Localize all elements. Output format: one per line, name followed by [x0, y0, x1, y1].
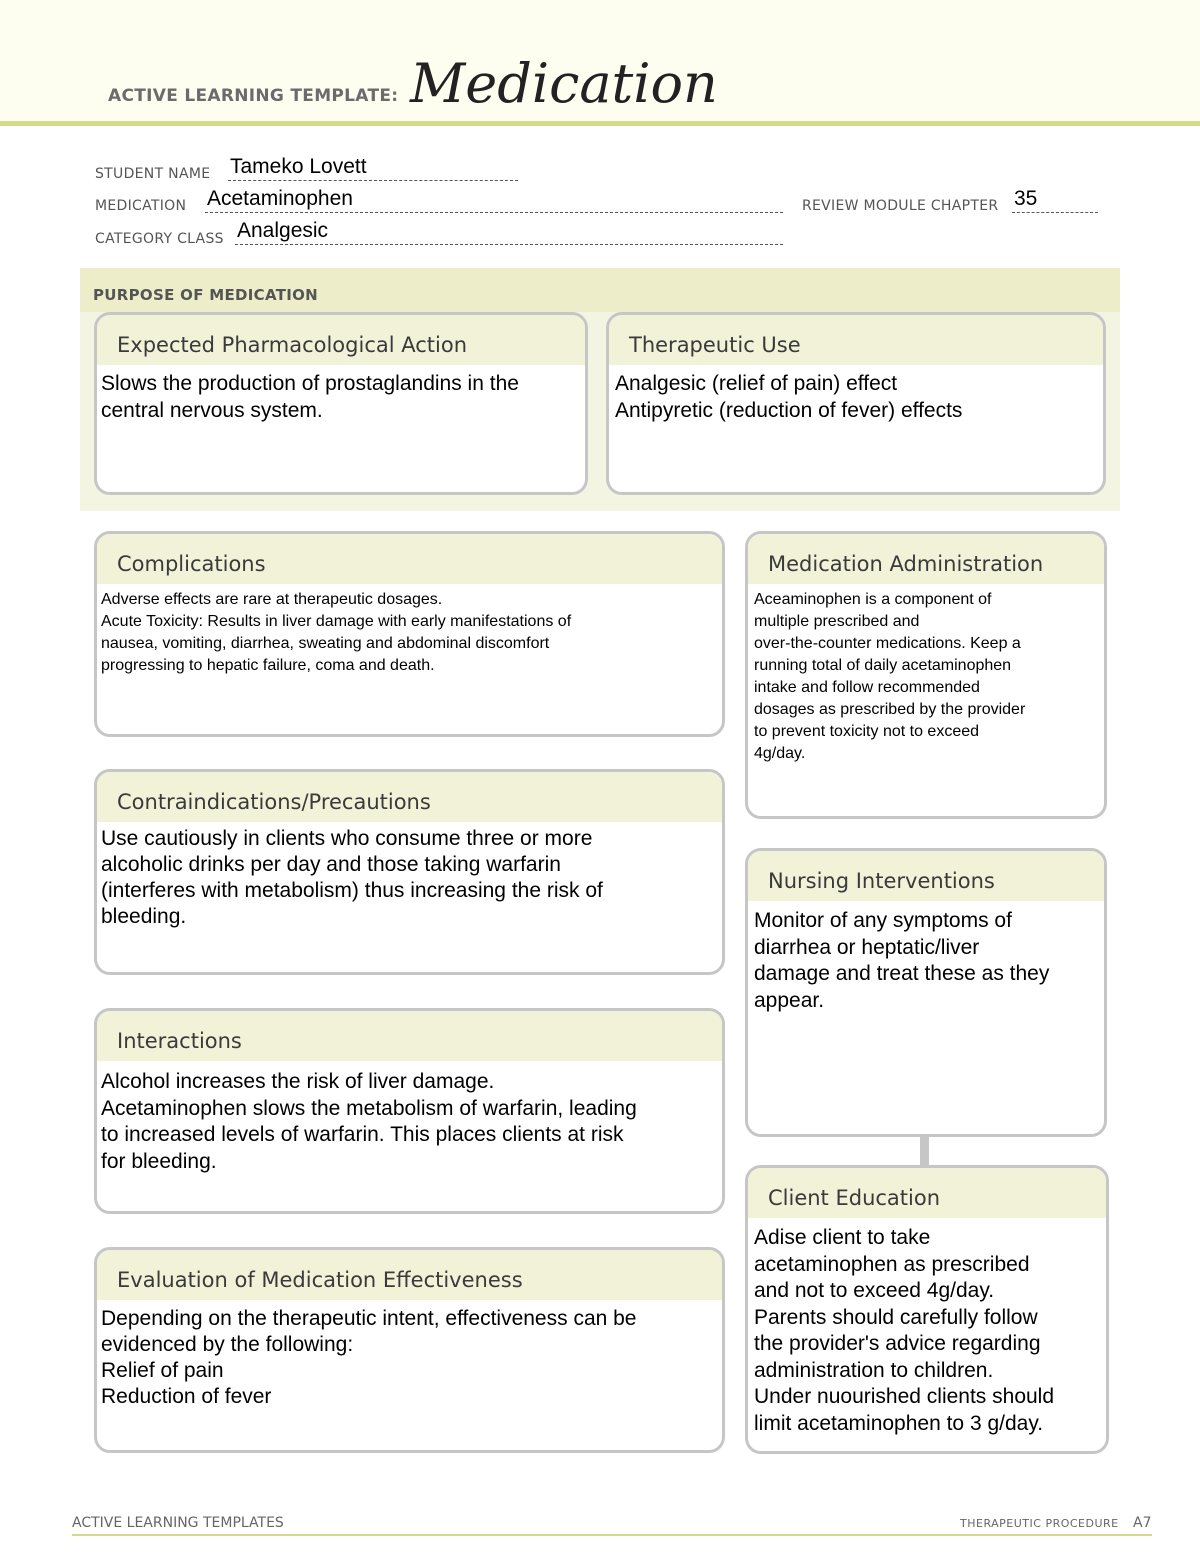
footer-divider [72, 1534, 1152, 1536]
student-name-value[interactable]: Tameko Lovett [230, 155, 367, 178]
nursing-interventions-card [745, 848, 1107, 1137]
interactions-text[interactable]: Alcohol increases the risk of liver damage. Acetaminophen slows the metabolism of warfarin, leading to increased levels of warfarin. This places clients at risk for bleeding. [101, 1070, 637, 1173]
contraindications-card [94, 769, 725, 975]
client-education-title: Client Education [768, 1186, 941, 1210]
complications-card [94, 531, 725, 737]
therapeutic-use-title: Therapeutic Use [629, 333, 801, 357]
review-module-value[interactable]: 35 [1014, 187, 1038, 210]
template-label: ACTIVE LEARNING TEMPLATE: [108, 86, 399, 106]
category-class-underline [235, 244, 783, 245]
client-education-card [745, 1165, 1109, 1454]
administration-title: Medication Administration [768, 552, 1044, 576]
footer-page-number: A7 [1133, 1515, 1152, 1531]
category-class-value[interactable]: Analgesic [237, 219, 329, 242]
medication-underline [205, 212, 783, 213]
evaluation-title: Evaluation of Medication Effectiveness [117, 1268, 523, 1292]
review-module-underline [1012, 212, 1098, 213]
connector-bar [920, 1136, 929, 1166]
purpose-label: PURPOSE OF MEDICATION [93, 286, 319, 304]
student-name-underline [228, 180, 518, 181]
therapeutic-use-text[interactable]: Analgesic (relief of pain) effect Antipyretic (reduction of fever) effects [615, 372, 963, 422]
expected-action-text[interactable]: Slows the production of prostaglandins in the central nervous system. [101, 372, 519, 422]
administration-card [745, 531, 1107, 819]
student-name-label: STUDENT NAME [95, 166, 211, 182]
evaluation-card [94, 1247, 725, 1453]
footer-left: ACTIVE LEARNING TEMPLATES [72, 1515, 284, 1531]
interactions-title: Interactions [117, 1029, 242, 1053]
medication-value[interactable]: Acetaminophen [207, 187, 353, 210]
nursing-interventions-text[interactable]: Monitor of any symptoms of diarrhea or heptatic/liver damage and treat these as they appear. [754, 909, 1050, 1012]
client-education-text[interactable]: Adise client to take acetaminophen as prescribed and not to exceed 4g/day. Parents should carefully follow the provider's advice regarding administration to children. Under nuourished clients should limit acetaminophen to 3 g/day. [754, 1226, 1055, 1435]
footer-right: THERAPEUTIC PROCEDURE [960, 1517, 1119, 1530]
expected-action-title: Expected Pharmacological Action [117, 333, 468, 357]
complications-title: Complications [117, 552, 266, 576]
administration-text[interactable]: Aceaminophen is a component of multiple prescribed and over-the-counter medications. Keep a running total of daily acetaminophen intake and follow recommended dosages as prescribed by the provider to prevent toxicity not to exceed 4g/day. [754, 591, 1026, 762]
nursing-interventions-title: Nursing Interventions [768, 869, 995, 893]
category-class-label: CATEGORY CLASS [95, 231, 224, 247]
contraindications-text[interactable]: Use cautiously in clients who consume three or more alcoholic drinks per day and those taking warfarin (interferes with metabolism) thus increasing the risk of bleeding. [101, 827, 603, 928]
expected-action-card [94, 312, 588, 495]
complications-text[interactable]: Adverse effects are rare at therapeutic dosages. Acute Toxicity: Results in liver damage with early manifestations of nausea, vomiting, diarrhea, sweating and abdominal discomfort progressing to hepatic failure, coma and death. [101, 591, 572, 674]
therapeutic-use-card [606, 312, 1106, 495]
interactions-card [94, 1008, 725, 1214]
contraindications-title: Contraindications/Precautions [117, 790, 431, 814]
review-module-label: REVIEW MODULE CHAPTER [802, 198, 999, 214]
template-title: Medication [410, 52, 718, 115]
medication-label: MEDICATION [95, 198, 187, 214]
evaluation-text[interactable]: Depending on the therapeutic intent, effectiveness can be evidenced by the following: Relief of pain Reduction of fever [101, 1307, 637, 1408]
header-divider [0, 121, 1200, 126]
